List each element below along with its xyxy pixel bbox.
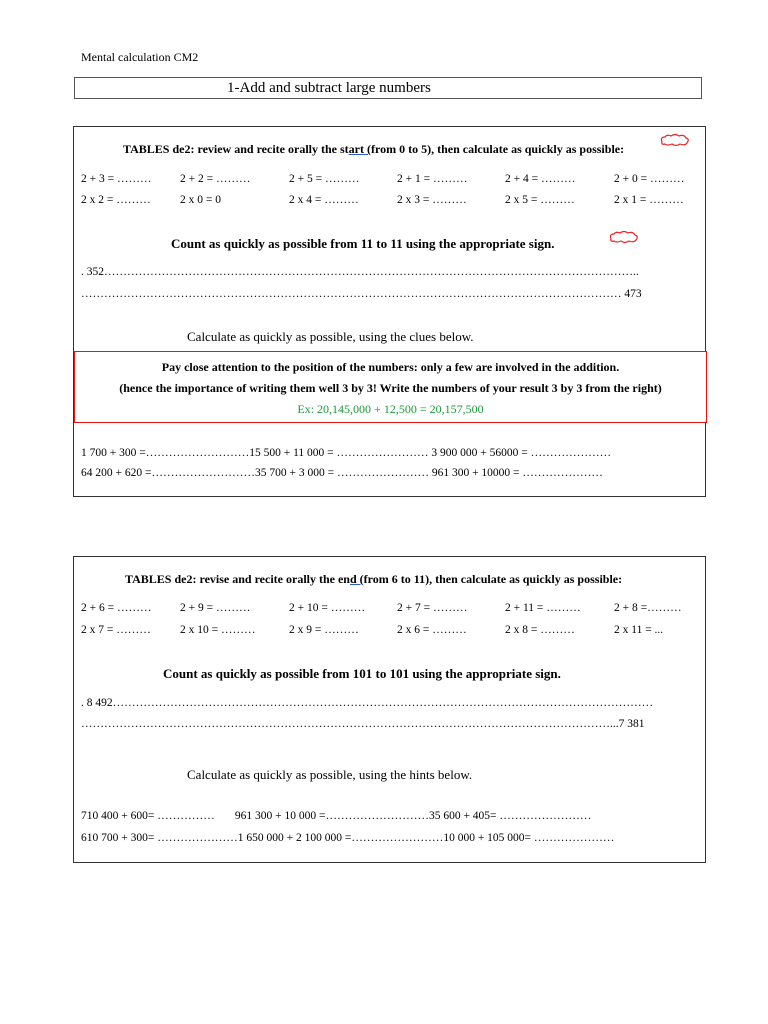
table-cell: 2 + 7 = ……… xyxy=(397,602,468,614)
title-box xyxy=(74,77,702,99)
table-cell: 2 x 9 = ……… xyxy=(289,624,359,636)
table-cell: 2 + 1 = ……… xyxy=(397,173,468,185)
table-cell: 2 x 5 = ……… xyxy=(505,194,575,206)
tables-instruction-1: TABLES de2: review and recite orally the start (from 0 to 5), then calculate as quickly as possible: xyxy=(123,142,625,156)
attention-box xyxy=(74,351,707,423)
table-cell: 2 x 11 = ... xyxy=(614,624,664,636)
table-cell: 2 x 6 = ……… xyxy=(397,624,467,636)
table-cell: 2 x 8 = ……… xyxy=(505,624,575,636)
count-instruction-1: Count as quickly as possible from 11 to 11 using the appropriate sign. xyxy=(171,236,555,251)
red-cloud-icon xyxy=(659,133,691,147)
section-tables-start xyxy=(73,126,706,497)
calc-row-1: 710 400 + 600= …………… 961 300 + 10 000 =………………………35 600 + 405= …………………… xyxy=(81,810,592,822)
table-cell: 2 + 11 = ……… xyxy=(505,602,581,614)
count-line-end: …………………………………………………………………………………………………………………………… 473 xyxy=(81,288,642,300)
table-cell: 2 + 9 = ……… xyxy=(180,602,251,614)
table-cell: 2 + 10 = ……… xyxy=(289,602,366,614)
table-cell: 2 + 5 = ……… xyxy=(289,173,360,185)
table-cell: 2 + 0 = ……… xyxy=(614,173,685,185)
red-cloud-icon xyxy=(608,230,640,244)
calc-row-2: 610 700 + 300= …………………1 650 000 + 2 100 000 =……………………10 000 + 105 000= ………………… xyxy=(81,832,615,844)
table-cell: 2 x 10 = ……… xyxy=(180,624,256,636)
table-cell: 2 x 7 = ……… xyxy=(81,624,151,636)
table-cell: 2 x 3 = ……… xyxy=(397,194,467,206)
count-line-start: . 8 492…………………………………………………………………………………………………………………………… xyxy=(81,697,654,709)
table-cell: 2 + 8 =……… xyxy=(614,602,682,614)
calc-row-2: 64 200 + 620 =………………………35 700 + 3 000 = …………………… 961 300 + 10000 = ………………… xyxy=(81,467,603,479)
table-cell: 2 x 1 = ……… xyxy=(614,194,684,206)
tables-instruction-2: TABLES de2: revise and recite orally the end (from 6 to 11), then calculate as quickly as possible: xyxy=(125,572,623,586)
worksheet-title: 1-Add and subtract large numbers xyxy=(227,80,431,96)
table-cell: 2 x 4 = ……… xyxy=(289,194,359,206)
count-line-start: . 352………………………………………………………………………………………………………………………….. xyxy=(81,266,639,278)
count-instruction-2: Count as quickly as possible from 101 to 101 using the appropriate sign. xyxy=(163,666,561,681)
worksheet-header: Mental calculation CM2 xyxy=(81,50,199,64)
calc-instruction-2: Calculate as quickly as possible, using the hints below. xyxy=(187,767,473,782)
calc-instruction-1: Calculate as quickly as possible, using the clues below. xyxy=(187,329,474,344)
calc-row-1: 1 700 + 300 =………………………15 500 + 11 000 = …………………… 3 900 000 + 56000 = ………………… xyxy=(81,447,612,459)
table-cell: 2 x 2 = ……… xyxy=(81,194,151,206)
table-cell: 2 x 0 = 0 xyxy=(180,194,221,206)
example-line: Ex: 20,145,000 + 12,500 = 20,157,500 xyxy=(297,402,484,416)
table-cell: 2 + 2 = ……… xyxy=(180,173,251,185)
attention-line-1: Pay close attention to the position of the numbers: only a few are involved in the addition. xyxy=(161,360,620,374)
count-line-end: …………………………………………………………………………………………………………………………...7 381 xyxy=(81,718,645,730)
table-cell: 2 + 3 = ……… xyxy=(81,173,152,185)
attention-line-2: (hence the importance of writing them well 3 by 3! Write the numbers of your result 3 by 3 from the right) xyxy=(119,381,662,395)
table-cell: 2 + 4 = ……… xyxy=(505,173,576,185)
table-cell: 2 + 6 = ……… xyxy=(81,602,152,614)
